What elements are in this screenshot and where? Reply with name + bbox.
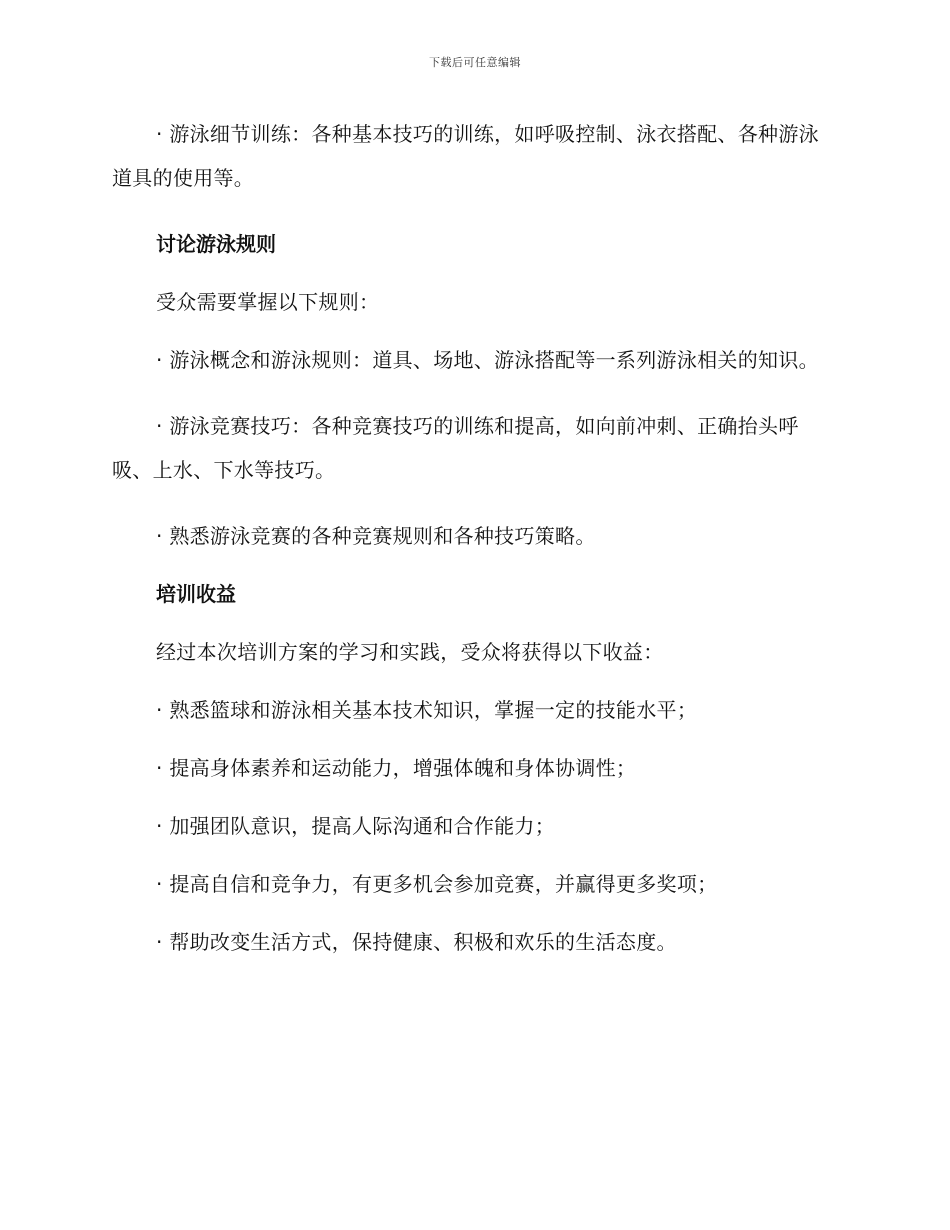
bullet-benefit-skills: · 熟悉篮球和游泳相关基本技术知识，掌握一定的技能水平； <box>156 698 698 722</box>
bullet-swim-competition-skills: · 游泳竞赛技巧：各种竞赛技巧的训练和提高，如向前冲刺、正确抬头呼吸、上水、下水等技巧。 <box>112 414 799 482</box>
bullet-swim-detail-training: · 游泳细节训练：各种基本技巧的训练，如呼吸控制、泳衣搭配、各种游泳道具的使用等。 <box>112 122 819 190</box>
bullet-competition-rules-strategy: · 熟悉游泳竞赛的各种竞赛规则和各种技巧策略。 <box>156 524 596 548</box>
bullet-swim-concepts-rules: · 游泳概念和游泳规则：道具、场地、游泳搭配等一系列游泳相关的知识。 <box>156 348 819 372</box>
section-heading-training-benefits: 培训收益 <box>156 582 236 606</box>
document-body <box>112 112 824 978</box>
bullet-benefit-fitness: · 提高身体素养和运动能力，增强体魄和身体协调性； <box>156 756 637 780</box>
bullet-benefit-confidence: · 提高自信和竞争力，有更多机会参加竞赛，并赢得更多奖项； <box>156 872 718 896</box>
paragraph-rules-intro: 受众需要掌握以下规则： <box>156 290 380 314</box>
section-heading-swim-rules: 讨论游泳规则 <box>156 232 276 256</box>
page-header-note: 下载后可任意编辑 <box>429 56 521 69</box>
bullet-benefit-lifestyle: · 帮助改变生活方式，保持健康、积极和欢乐的生活态度。 <box>156 930 677 954</box>
bullet-benefit-teamwork: · 加强团队意识，提高人际沟通和合作能力； <box>156 814 556 838</box>
paragraph-benefits-intro: 经过本次培训方案的学习和实践，受众将获得以下收益： <box>156 640 664 664</box>
